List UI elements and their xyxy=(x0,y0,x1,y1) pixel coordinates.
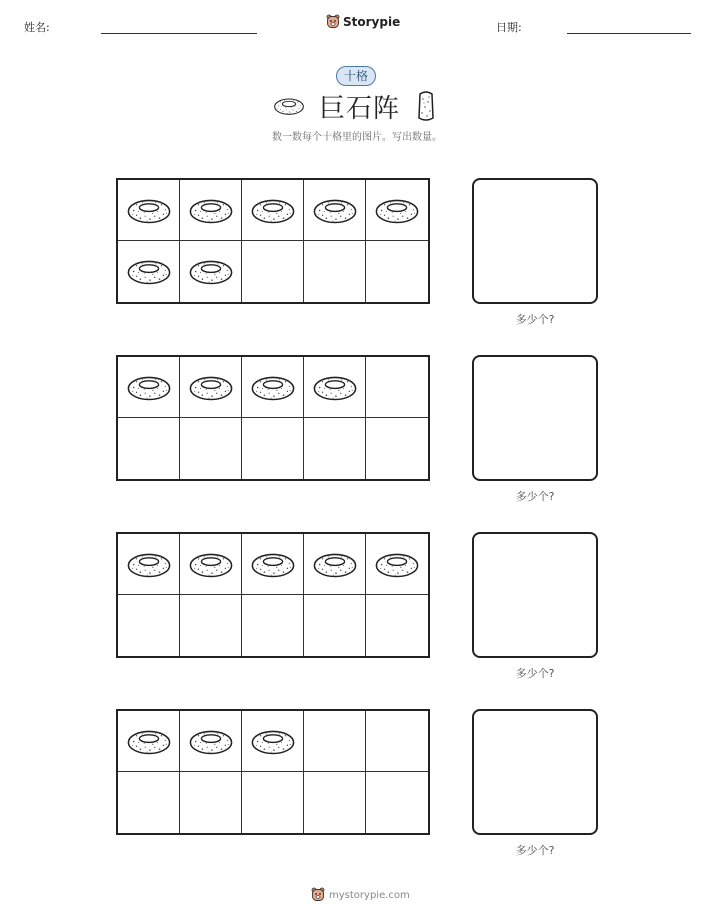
stone-ring-icon xyxy=(126,550,172,579)
how-many-prompt: 多少个? xyxy=(515,313,555,326)
ten-frame-cell xyxy=(304,180,366,241)
stone-ring-icon xyxy=(250,373,296,402)
worksheet-tag: 十格 xyxy=(336,66,376,86)
answer-box[interactable] xyxy=(472,532,598,658)
ten-frame xyxy=(116,532,430,658)
date-input-line[interactable] xyxy=(567,33,691,34)
ten-frame-cell xyxy=(118,241,180,302)
answer-box[interactable] xyxy=(472,355,598,481)
ten-frame-cell xyxy=(180,418,242,479)
how-many-prompt: 多少个? xyxy=(515,844,555,857)
answer-box[interactable] xyxy=(472,178,598,304)
ten-frame-cell xyxy=(242,180,304,241)
page-title: 巨石阵 xyxy=(319,94,401,124)
date-label: 日期: xyxy=(496,21,522,34)
stone-ring-icon xyxy=(374,196,420,225)
standing-stone-icon xyxy=(416,89,436,123)
stone-ring-icon xyxy=(126,196,172,225)
ten-frame-cell xyxy=(180,357,242,418)
stone-ring-icon xyxy=(188,257,234,286)
ten-frame-cell xyxy=(242,357,304,418)
ten-frame-cell xyxy=(118,357,180,418)
ten-frame-cell xyxy=(242,534,304,595)
bear-mascot-icon xyxy=(311,887,325,903)
ten-frame-cell xyxy=(366,357,428,418)
ten-frame xyxy=(116,709,430,835)
stone-ring-icon xyxy=(126,373,172,402)
ten-frame-cell xyxy=(304,595,366,656)
ten-frame xyxy=(116,355,430,481)
stone-ring-icon xyxy=(250,727,296,756)
ten-frame-cell xyxy=(118,418,180,479)
stone-ring-icon xyxy=(188,373,234,402)
stone-ring-icon xyxy=(188,550,234,579)
ten-frame-cell xyxy=(118,711,180,772)
ten-frame-cell xyxy=(242,418,304,479)
ten-frame-cell xyxy=(366,180,428,241)
brand-logo xyxy=(326,14,400,30)
ten-frame-cell xyxy=(304,357,366,418)
ten-frame-cell xyxy=(118,534,180,595)
stone-ring-icon xyxy=(250,196,296,225)
ten-frame-cell xyxy=(180,180,242,241)
bear-mascot-icon xyxy=(326,14,340,30)
ten-frame-cell xyxy=(304,418,366,479)
ten-frame-cell xyxy=(304,711,366,772)
answer-box[interactable] xyxy=(472,709,598,835)
ten-frame-cell xyxy=(242,711,304,772)
ten-frame xyxy=(116,178,430,304)
ten-frame-cell xyxy=(242,595,304,656)
ten-frame-cell xyxy=(118,180,180,241)
stone-ring-icon xyxy=(250,550,296,579)
ten-frame-cell xyxy=(118,772,180,833)
stone-ring-icon xyxy=(126,257,172,286)
ten-frame-cell xyxy=(180,711,242,772)
ten-frame-cell xyxy=(366,241,428,302)
stone-ring-icon xyxy=(126,727,172,756)
donut-stone-icon xyxy=(273,96,305,116)
stone-ring-icon xyxy=(312,196,358,225)
ten-frame-cell xyxy=(180,241,242,302)
ten-frame-cell xyxy=(242,772,304,833)
instruction-text: 数一数每个十格里的图片。写出数量。 xyxy=(272,132,442,143)
ten-frame-cell xyxy=(304,241,366,302)
stone-ring-icon xyxy=(312,550,358,579)
ten-frame-cell xyxy=(118,595,180,656)
stone-ring-icon xyxy=(312,373,358,402)
stone-ring-icon xyxy=(374,550,420,579)
stone-ring-icon xyxy=(188,196,234,225)
name-input-line[interactable] xyxy=(101,33,257,34)
how-many-prompt: 多少个? xyxy=(515,490,555,503)
how-many-prompt: 多少个? xyxy=(515,667,555,680)
ten-frame-cell xyxy=(180,534,242,595)
brand-name: Storypie xyxy=(343,15,401,29)
footer-url[interactable]: mystorypie.com xyxy=(329,889,410,901)
ten-frame-cell xyxy=(180,595,242,656)
ten-frame-cell xyxy=(366,772,428,833)
footer xyxy=(311,887,410,903)
ten-frame-cell xyxy=(366,595,428,656)
ten-frame-cell xyxy=(180,772,242,833)
ten-frame-cell xyxy=(304,772,366,833)
name-label: 姓名: xyxy=(24,21,50,34)
ten-frame-cell xyxy=(304,534,366,595)
ten-frame-cell xyxy=(366,418,428,479)
ten-frame-cell xyxy=(242,241,304,302)
ten-frame-cell xyxy=(366,711,428,772)
ten-frame-cell xyxy=(366,534,428,595)
stone-ring-icon xyxy=(188,727,234,756)
